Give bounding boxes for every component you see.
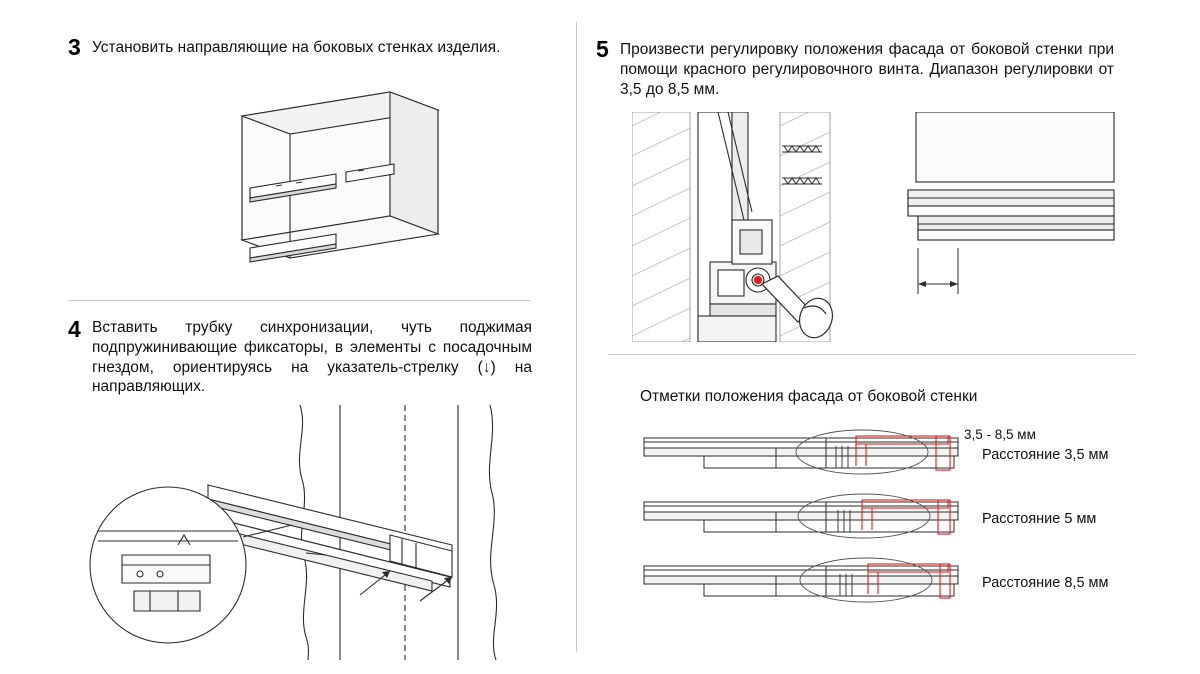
step-5-text: Произвести регулировку положения фасада от боковой стенки при помощи красного регулировочного винта. Диапазон регулировки от 3,5 до 8,5 мм. [620, 41, 1114, 98]
column-divider [576, 22, 577, 652]
step-3-number: 3 [68, 34, 81, 60]
figure-mark-row-1 [640, 428, 970, 484]
divider-step5-marks [608, 354, 1136, 355]
mark-label-2: Расстояние 5 мм [982, 511, 1097, 527]
figure-cabinet-with-runners [150, 88, 480, 298]
figure-adjustment-screw-detail [632, 112, 862, 342]
step-3-text: Установить направляющие на боковых стенках изделия. [92, 39, 501, 56]
divider-step3-step4 [68, 300, 530, 301]
step-4-number: 4 [68, 316, 81, 342]
marks-section-title: Отметки положения фасада от боковой стенки [640, 388, 978, 405]
step-5-number: 5 [596, 36, 609, 62]
dimension-range-label: 3,5 - 8,5 мм [964, 427, 1036, 442]
figure-side-view-dimension [900, 112, 1130, 322]
figure-mark-row-3 [640, 556, 970, 612]
mark-label-3: Расстояние 8,5 мм [982, 575, 1109, 591]
figure-mark-row-2 [640, 492, 970, 548]
figure-sync-tube-installation [60, 405, 560, 660]
mark-label-1: Расстояние 3,5 мм [982, 447, 1109, 463]
step-4-text: Вставить трубку синхронизации, чуть поджимая подпружинивающие фиксаторы, в элементы с посадочным гнездом, ориентируясь на указатель-стрелку (↓) на направляющих. [92, 319, 532, 396]
